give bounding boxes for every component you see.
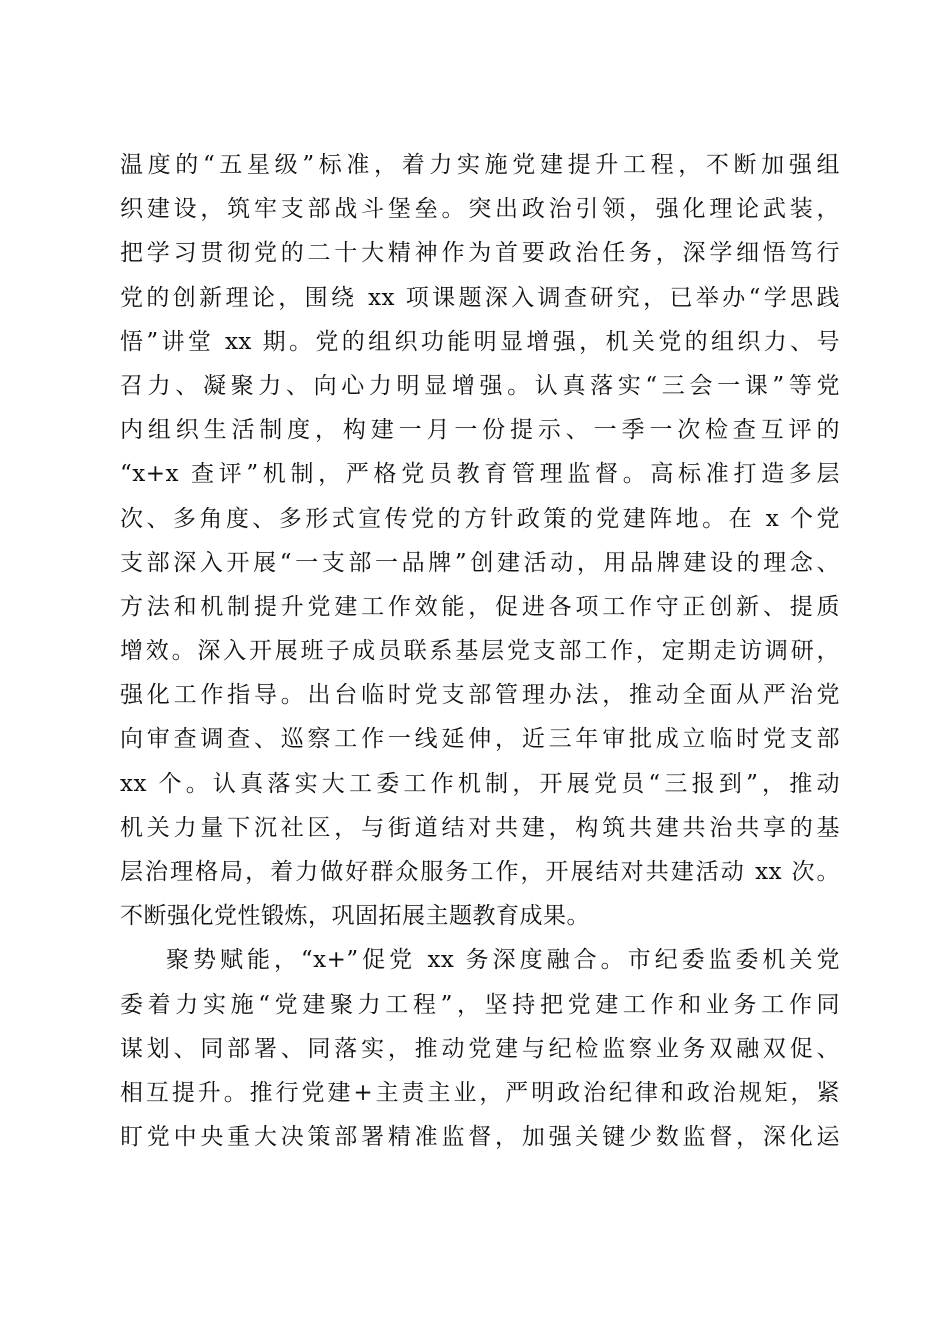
text-line: xx 个。认真落实大工委工作机制，开展党员“三报到”，推动	[120, 770, 840, 797]
text-line: 召力、凝聚力、向心力明显增强。认真落实“三会一课”等党	[120, 372, 840, 399]
text-line: 谋划、同部署、同落实，推动党建与纪检监察业务双融双促、	[120, 1035, 840, 1062]
text-line: 温度的“五星级”标准，着力实施党建提升工程，不断加强组	[120, 152, 840, 178]
text-line: 党的创新理论，围绕 xx 项课题深入调查研究，已举办“学思践	[120, 284, 840, 311]
text-line: 把学习贯彻党的二十大精神作为首要政治任务，深学细悟笃行	[120, 240, 840, 267]
text-line: 织建设，筑牢支部战斗堡垒。突出政治引领，强化理论武装，	[120, 196, 840, 223]
text-line: 机关力量下沉社区，与街道结对共建，构筑共建共治共享的基	[120, 814, 840, 841]
text-line: 内组织生活制度，构建一月一份提示、一季一次检查互评的	[120, 417, 840, 444]
text-line: 层治理格局，着力做好群众服务工作，开展结对共建活动 xx 次。	[120, 859, 840, 885]
text-line: 强化工作指导。出台临时党支部管理办法，推动全面从严治党	[120, 682, 840, 709]
text-line: 委着力实施“党建聚力工程”，坚持把党建工作和业务工作同	[120, 991, 840, 1018]
text-line: 方法和机制提升党建工作效能，促进各项工作守正创新、提质	[120, 593, 840, 620]
text-line: 增效。深入开展班子成员联系基层党支部工作，定期走访调研，	[120, 638, 840, 665]
text-line: 不断强化党性锻炼，巩固拓展主题教育成果。	[120, 903, 590, 930]
text-line: 相互提升。推行党建+主责主业，严明政治纪律和政治规矩，紧	[120, 1079, 840, 1106]
text-line: 悟”讲堂 xx 期。党的组织功能明显增强，机关党的组织力、号	[120, 328, 840, 355]
text-line: 支部深入开展“一支部一品牌”创建活动，用品牌建设的理念、	[120, 549, 840, 576]
text-line: 次、多角度、多形式宣传党的方针政策的党建阵地。在 x 个党	[120, 505, 840, 532]
text-line: 向审查调查、巡察工作一线延伸，近三年审批成立临时党支部	[120, 726, 840, 753]
paragraph-first-line: 聚势赋能，“x+”促党 xx 务深度融合。市纪委监委机关党	[166, 947, 840, 974]
text-line: 盯党中央重大决策部署精准监督，加强关键少数监督，深化运	[120, 1124, 840, 1151]
body-text	[120, 143, 840, 1159]
text-line: “x+x 查评”机制，严格党员教育管理监督。高标准打造多层	[120, 461, 840, 488]
